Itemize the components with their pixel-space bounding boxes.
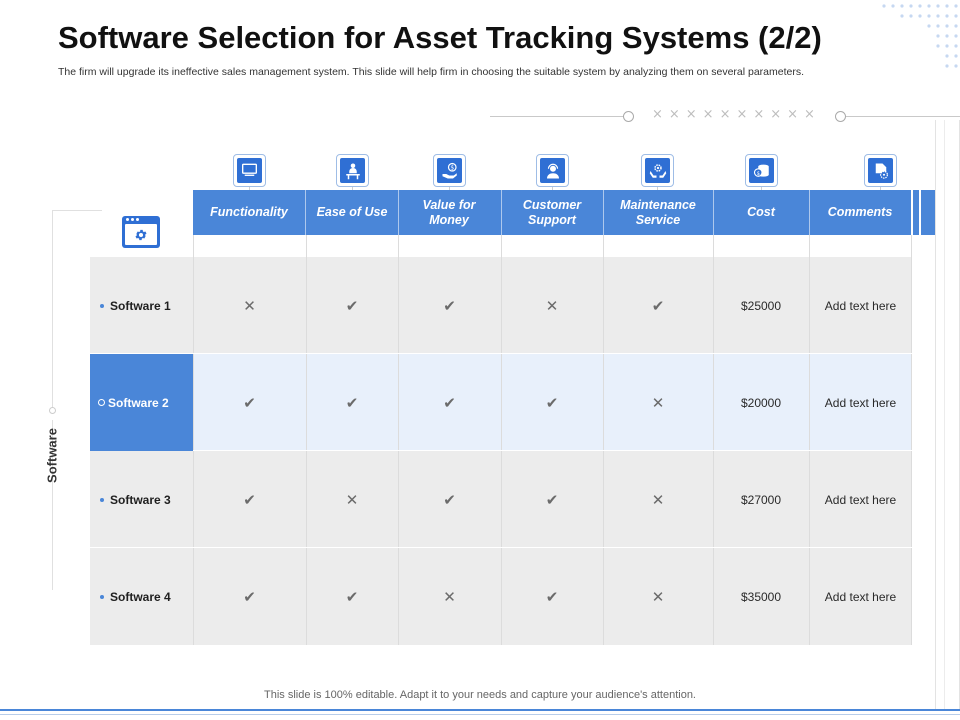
header-comments: Comments [827,205,893,219]
table-cell-mark: ✔ [545,490,559,509]
header-ease-of-use: Ease of Use [316,205,388,219]
table-cell-mark: ✔ [243,393,256,412]
header-separator [603,190,604,235]
header-customer-support: Customer Support [522,197,582,227]
row-label-software-3 [90,451,193,548]
header-maintenance-service: Maintenance Service [620,197,696,227]
decorative-circle [835,111,846,122]
table-cell-mark: ✕ [651,587,665,606]
table-cell-mark: ✕ [243,296,256,315]
table-cell-cost: $35000 [740,589,782,604]
table-cell-cost: $25000 [740,298,782,313]
decorative-circle [623,111,634,122]
bottom-accent-line [0,714,960,715]
settings-window-icon [122,216,160,248]
table-cell-mark: ✔ [443,490,456,509]
footer-note: This slide is 100% editable. Adapt it to your needs and capture your audience's attention. [264,689,696,701]
bullet [98,399,105,406]
table-cell-comment[interactable]: Add text here [824,589,897,604]
decorative-circle [49,407,56,414]
table-cell-mark: ✔ [545,587,559,606]
person-at-desk-icon [336,154,369,187]
coin-stack-icon [745,154,778,187]
row-label-software-1 [90,257,193,354]
decorative-vertical-lines [935,120,960,710]
table-cell-mark: ✔ [243,587,256,606]
svg-text:$: $ [449,164,454,171]
table-cell-cost: $20000 [740,395,782,410]
row-label-software-4 [90,548,193,645]
bullet [100,595,104,599]
row-name: Software 4 [110,589,171,604]
table-cell-mark: ✕ [345,490,359,509]
header-functionality: Functionality [210,205,288,219]
table-cell-mark: ✔ [545,393,559,412]
table-cell-mark: ✕ [443,587,456,606]
bullet [100,498,104,502]
table-cell-mark: ✔ [443,296,456,315]
header-separator [305,190,306,235]
table-cell-mark: ✔ [345,296,359,315]
slide-subtitle: The firm will upgrade its ineffective sales management system. This slide will help firm in choosing the suitable system by analyzing them on several parameters. [58,66,805,78]
support-agent-icon [536,154,569,187]
row-name: Software 3 [110,492,171,507]
table-cell-mark: ✔ [443,393,456,412]
header-value-for-money: Value for Money [422,197,476,227]
table-cell-mark: ✔ [345,393,359,412]
table-cell-cost: $27000 [740,492,782,507]
decorative-dot-grid [880,2,960,70]
decorative-line [490,116,625,117]
header-separator [398,190,399,235]
money-in-hand-icon [433,154,466,187]
table-cell-mark: ✔ [651,296,665,315]
bottom-accent-line [0,709,960,711]
header-cost: Cost [747,205,775,219]
decorative-line [846,116,960,117]
table-cell-mark: ✔ [243,490,256,509]
slide-title: Software Selection for Asset Tracking Systems (2/2) [58,20,822,55]
table-cell-mark: ✕ [651,393,665,412]
row-name: Software 1 [110,298,171,313]
monitor-icon [233,154,266,187]
table-cell-comment[interactable]: Add text here [824,395,897,410]
table-cell-mark: ✕ [545,296,559,315]
decorative-x-row: ×××××××××× [652,107,821,122]
decorative-bracket [52,210,102,211]
table-cell-mark: ✔ [345,587,359,606]
table-cell-comment[interactable]: Add text here [824,298,897,313]
document-gear-icon [864,154,897,187]
table-cell-comment[interactable]: Add text here [824,492,897,507]
row-label-software-2 [90,354,193,451]
decorative-bracket [52,210,53,410]
gear-in-hands-icon [641,154,674,187]
table-cell-mark: ✕ [651,490,665,509]
header-separator [501,190,502,235]
row-name: Software 2 [108,395,169,410]
bullet [100,304,104,308]
side-label: Software [44,428,60,483]
svg-text:$: $ [756,170,760,177]
